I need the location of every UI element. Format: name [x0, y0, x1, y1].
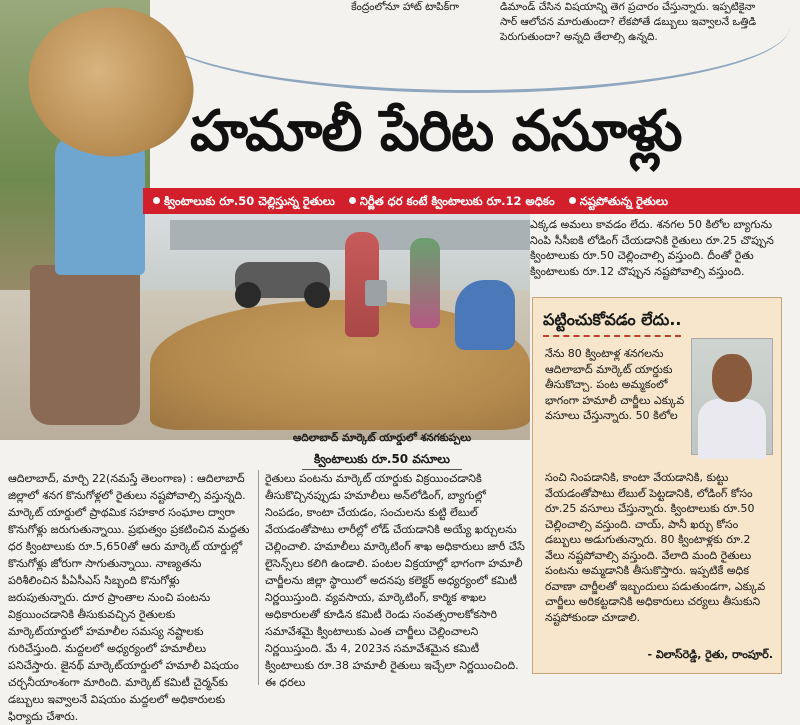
article-column-1: ఆదిలాబాద్, మార్చి 22(నమస్తే తెలంగాణ) : ఆదిలాబాద్ జిల్లాలో శనగ కొనుగోళ్లలో రైతులు నష్టపోవాల్సి వస్తున్నది. మార్కెట్ యార్డులో ప్రాథమిక సహకార సంఘాల ద్వారా కొనుగోళ్లు జరుగుతున్నాయి. ప్రభుత్వం ప్రకటించిన మద్దతు ధర క్వింటాలుకు రూ.5,650తో ఆరు మార్కెట్ యార్డుల్లో కొనుగోళ్లు జోరుగా సాగుతున్నాయి. నాణ్యతను పరిశీలించిన పీఏసీఎస్ సిబ్బంది కొనుగోళ్లు జరుపుతున్నారు. దూర ప్రాంతాల నుంచి పంటను విక్రయించడానికి తీసుకువచ్చిన రైతులకు మార్కెట్‌యార్డులో హమాలీల సమస్య నష్టాలకు గురిచేస్తుంది. మద్దలలో అధ్యర్యంలో హమాలీలు పనిచేస్తారు. జైనథ్ మార్కెట్‌యార్డులో హమాలీ విషయం చర్చనీయాంశంగా మారింది. మార్కెట్ కమిటీ చైర్మన్‌కు డబ్బులు ఇవ్వాలనే విషయం మద్దలలో అధికారులకు ఫిర్యాదు చేశారు.	[8, 472, 250, 723]
page-headline: హమాలీ పేరిట వసూళ్లు	[190, 98, 682, 164]
column-divider	[258, 470, 259, 685]
top-fragment-col1: కేంద్రంలోనూ హాట్ టాపిక్‌గా	[351, 1, 459, 13]
quote-box-title: పట్టించుకోవడం లేదు..	[543, 310, 681, 337]
photo-woman-2	[410, 238, 440, 328]
subheadline-strip	[143, 188, 800, 214]
portrait-face	[712, 354, 752, 402]
photo-motorbike	[235, 262, 330, 298]
portrait-body	[698, 399, 766, 459]
market-yard-photo	[0, 0, 530, 430]
photo-porter-legs	[30, 265, 140, 425]
quote-signature: - విలాస్‌రెడ్డి, రైతు, రాంపూర్.	[647, 648, 773, 661]
top-fragment-col2: డిమాండ్ చేసిన విషయాన్ని తెగ ప్రచారం చేస్తున్నారు. ఇప్పటికైనా సార్ ఆలోచన మారుతుందా? లేకపోతే డబ్బులు ఇవ్వాలనే ఒత్తిడి పెరుగుతుందా? అన్నది తేలాల్సి ఉన్నది.	[500, 1, 757, 43]
farmer-portrait	[691, 338, 773, 455]
photo-caption: ఆదిలాబాద్ మార్కెట్ యార్డులో శనగకుప్పలు	[292, 432, 472, 444]
right-column-text: ఎక్కడ అమలు కావడం లేదు. శనగల 50 కిలోల బ్యాగును నింపి సీసీఐకి లోడింగ్ చేయడానికి రైతులు రూ.25 చొప్పున క్వింటాలుకు రూ.50 చెల్లించాల్సి వస్తుంది. దీంతో రైతు క్వింటాలుకు రూ.12 చొప్పున నష్టపోవాల్సి వస్తుంది.	[530, 218, 774, 278]
bullet-icon	[569, 197, 576, 204]
strip-item-3: నష్టపోతున్న రైతులు	[579, 194, 668, 208]
photo-woman-3	[455, 280, 515, 350]
photo-caption-subtitle: క్వింటాలుకు రూ.50 వసూలు	[302, 452, 462, 470]
farmer-quote-box	[532, 297, 782, 674]
article-column-2: రైతులు పంటను మార్కెట్ యార్డుకు విక్రయించడానికి తీసుకొచ్చినప్పుడు హమాలీలు అన్‌లోడింగ్, బ్యాగుల్లో నింపడం, కాంటా చేయడం, సంచులను కుట్టి లేబుల్ వేయడంతోపాటు లారీల్లో లోడ్ చేయడానికి అయ్యే ఖర్చులను చెల్లించాలి. హమాలీలు మార్కెటింగ్ శాఖ అధికారులు జారీ చేసే లైసెన్స్‌లు కలిగి ఉండాలి. పంటల విక్రయాల్లో భాగంగా హమాలీ చార్జీలను జిల్లా స్థాయిలో అదనపు కలెక్టర్ అధ్యర్యంలో కమిటీ నిర్ణయిస్తుంది. వ్యవసాయ, మార్కెటింగ్, కార్మిక శాఖల అధికారులతో కూడిన కమిటీ రెండు సంవత్సరాలకోకసారి సమావేశమై క్వింటాలుకు ఎంత చార్జీలు చెల్లించాలని నిర్ణయిస్తుంది. మే 4, 2023న సమావేశమైన కమిటీ క్వింటాలుకు రూ.38 హమాలీ రైతులు ఇచ్చేలా నిర్ణయించింది. ఈ ధరలు	[265, 472, 525, 689]
bullet-icon	[349, 197, 356, 204]
quote-text-part1: నేను 80 క్వింటాళ్ల శనగలను ఆదిలాబాద్ మార్కెట్ యార్డుకు తీసుకొచ్చా. పంట అమ్మకంలో భాగంగా హమాలీ చార్జీలు ఎక్కువ వసూలు చేస్తున్నారు. 50 కిలోల	[545, 347, 685, 422]
quote-text-part2: సంచి నింపడానికి, కాంటా వేయడానికి, కుట్టు వేయడంతోపాటు లేబుల్ పెట్టడానికి, లోడింగ్ కోసం రూ.25 వసూలు చేస్తున్నారు. క్వింటాలుకు రూ.50 చెల్లించాల్సి వస్తుంది. చాయ్, పానీ ఖర్చు కోసం డబ్బులు అడుగుతున్నారు. 80 క్వింటాళ్లకు రూ.2 వేలు నష్టపోవాల్సి వస్తుంది. వేలాది మంది రైతులు పంటను అమ్మడానికి తీసుకొస్తారు. ఇప్పటికే అధిక రవాణా చార్జీలతో ఇబ్బందులు పడుతుండగా, ఎక్కువ చార్జీలు అరికట్టడానికి అధికారులు చర్యలు తీసుకుని నష్టపోకుండా చూడాలి.	[545, 471, 766, 624]
strip-item-1: క్వింటాలుకు రూ.50 చెల్లిస్తున్న రైతులు	[164, 194, 335, 208]
photo-bucket	[365, 280, 387, 306]
bullet-icon	[153, 197, 160, 204]
strip-item-2: నిర్ణీత ధర కంటే క్వింటాలుకు రూ.12 అధికం	[359, 194, 555, 208]
